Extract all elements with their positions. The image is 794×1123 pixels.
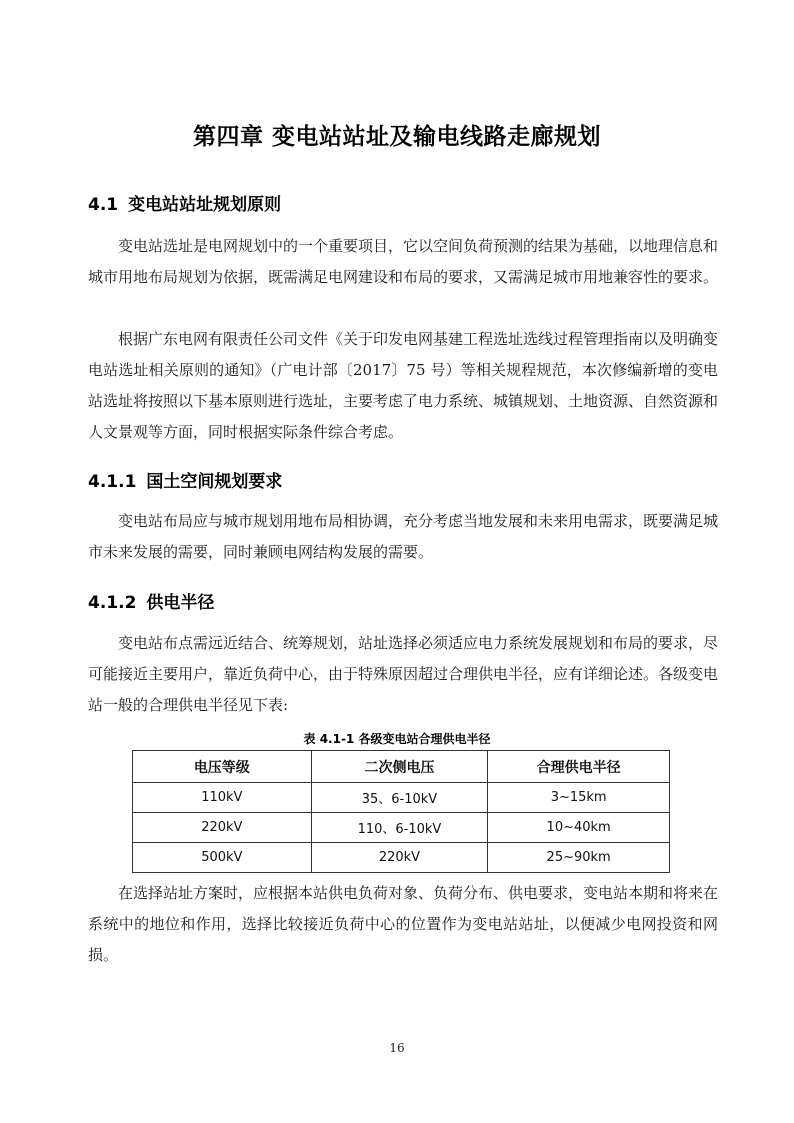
section-heading-4-1-2	[88, 588, 214, 613]
section-number: 4.1	[88, 195, 119, 215]
table-row	[133, 783, 670, 813]
table-cell: 35、6-10kV	[311, 783, 488, 813]
paragraph: 变电站选址是电网规划中的一个重要项目，它以空间负荷预测的结果为基础，以地理信息和城市用地布局规划为依据，既需满足电网建设和布局的要求，又需满足城市用地兼容性的要求。	[88, 237, 719, 286]
chapter-title: 第四章 变电站站址及输电线路走廊规划	[192, 124, 601, 150]
table-cell: 10~40km	[488, 813, 670, 843]
paragraph: 根据广东电网有限责任公司文件《关于印发电网基建工程选址选线过程管理指南以及明确变电站选址相关原则的通知》（广电计部〔2017〕75 号）等相关规程规范，本次修编新增的变电站选址将按照以下基本原则进行选址，主要考虑了电力系统、城镇规划、土地资源、自然资源和人文景观等方面，同时根据实际条件综合考虑。	[88, 330, 719, 441]
table-caption: 表 4.1-1 各级变电站合理供电半径	[303, 732, 491, 746]
table-header-row	[133, 751, 670, 783]
section-title: 国土空间规划要求	[146, 472, 283, 492]
section-title: 变电站站址规划原则	[128, 195, 282, 215]
table-cell: 25~90km	[488, 843, 670, 873]
table-cell: 110kV	[133, 783, 312, 813]
supply-radius-table	[132, 750, 670, 873]
table-cell: 3~15km	[488, 783, 670, 813]
paragraph: 变电站布局应与城市规划用地布局相协调，充分考虑当地发展和未来用电需求，既要满足城市未来发展的需要，同时兼顾电网结构发展的需要。	[88, 512, 719, 561]
section-number: 4.1.1	[88, 472, 137, 492]
table-cell: 220kV	[133, 813, 312, 843]
section-heading-4-1-1	[88, 467, 282, 492]
table-cell: 500kV	[133, 843, 312, 873]
table-row	[133, 813, 670, 843]
table-cell: 110、6-10kV	[311, 813, 488, 843]
section-title: 供电半径	[146, 593, 215, 613]
paragraph: 在选择站址方案时，应根据本站供电负荷对象、负荷分布、供电要求，变电站本期和将来在系统中的地位和作用，选择比较接近负荷中心的位置作为变电站站址，以便减少电网投资和网损。	[88, 884, 719, 964]
column-header: 合理供电半径	[488, 751, 670, 783]
column-header: 电压等级	[133, 751, 312, 783]
table-row	[133, 843, 670, 873]
table-cell: 220kV	[311, 843, 488, 873]
page-number: 16	[389, 1041, 405, 1055]
paragraph: 变电站布点需远近结合、统筹规划，站址选择必须适应电力系统发展规划和布局的要求，尽可能接近主要用户，靠近负荷中心，由于特殊原因超过合理供电半径，应有详细论述。各级变电站一般的合理供电半径见下表:	[88, 634, 719, 714]
column-header: 二次侧电压	[311, 751, 488, 783]
section-number: 4.1.2	[88, 593, 137, 613]
section-heading-4-1	[88, 190, 281, 215]
